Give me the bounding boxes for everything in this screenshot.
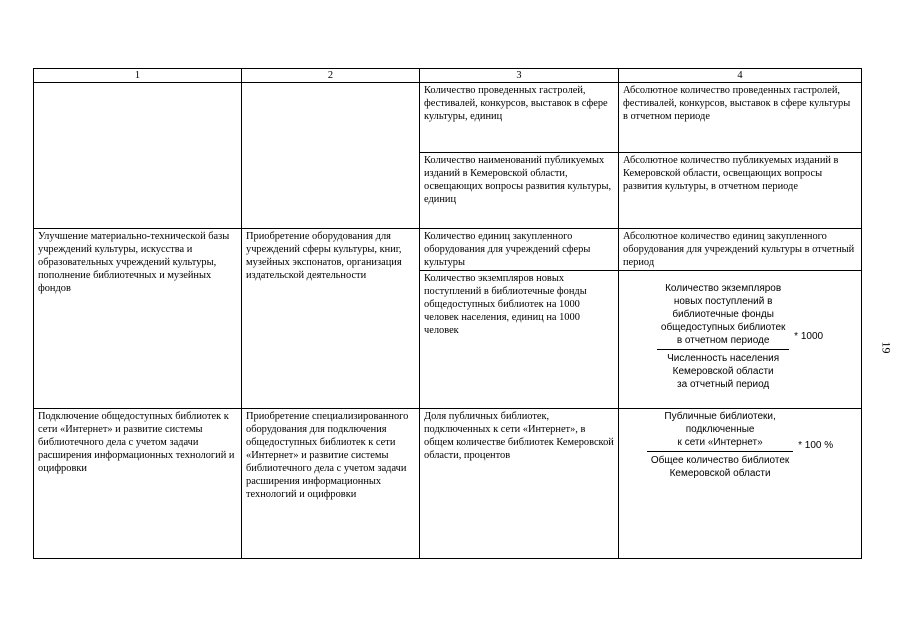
cell-indicator: Доля публичных библиотек, подключенных к сети «Интернет», в общем количестве библиотек Кемеровской области, процентов bbox=[420, 409, 619, 559]
table-row bbox=[34, 229, 862, 271]
denominator-line: Общее количество библиотек bbox=[650, 455, 790, 466]
header-row bbox=[34, 69, 862, 83]
cell-method: Абсолютное количество единиц закупленного оборудования для учреждений культуры в отчетный период bbox=[619, 229, 862, 271]
formula-internet-share bbox=[623, 410, 857, 480]
numerator-line: Количество экземпляров bbox=[665, 283, 782, 294]
denominator-line: Численность населения bbox=[667, 353, 780, 364]
cell-indicator: Количество экземпляров новых поступлений в библиотечные фонды общедоступных библиотек на 1000 человек населения, единиц на 1000 человек bbox=[420, 271, 619, 409]
column-header-3: 3 bbox=[420, 69, 619, 83]
cell-indicator: Количество проведенных гастролей, фестивалей, конкурсов, выставок в сфере культуры, единиц bbox=[420, 83, 619, 153]
cell-measure: Приобретение специализированного оборудования для подключения общедоступных библиотек к сети «Интернет» и развитие системы библиотечного дела с учетом задачи расширения информационных технологий и оцифровки bbox=[242, 409, 420, 559]
numerator-line: библиотечные фонды bbox=[672, 309, 774, 320]
column-header-4: 4 bbox=[619, 69, 862, 83]
cell-indicator: Количество единиц закупленного оборудования для учреждений сферы культуры bbox=[420, 229, 619, 271]
numerator-line: Публичные библиотеки, bbox=[664, 411, 776, 422]
fraction bbox=[647, 410, 793, 480]
cell-method: Абсолютное количество публикуемых изданий в Кемеровской области, освещающих вопросы развития культуры, в отчетном периоде bbox=[619, 153, 862, 229]
numerator-line: новых поступлений в bbox=[673, 296, 773, 307]
numerator-line: общедоступных библиотек bbox=[660, 322, 786, 333]
numerator-line: подключенные bbox=[685, 424, 755, 435]
cell-goal: Улучшение материально-технической базы учреждений культуры, искусства и образовательных учреждений культуры, пополнение библиотечных и музейных фондов bbox=[34, 229, 242, 409]
numerator-line: к сети «Интернет» bbox=[677, 437, 763, 448]
cell-formula bbox=[619, 271, 862, 409]
column-header-1: 1 bbox=[34, 69, 242, 83]
cell-method: Абсолютное количество проведенных гастролей, фестивалей, конкурсов, выставок в сфере культуры в отчетном периоде bbox=[619, 83, 862, 153]
fraction bbox=[657, 282, 790, 391]
denominator-line: Кемеровской области bbox=[669, 468, 771, 479]
column-header-2: 2 bbox=[242, 69, 420, 83]
cell-measure bbox=[242, 83, 420, 229]
cell-measure: Приобретение оборудования для учреждений сферы культуры, книг, музейных экспонатов, организация издательской деятельности bbox=[242, 229, 420, 409]
formula-denominator bbox=[647, 452, 793, 480]
table-row bbox=[34, 83, 862, 153]
formula-multiplier: * 1000 bbox=[794, 331, 824, 342]
formula-multiplier: * 100 % bbox=[798, 439, 834, 451]
numerator-line: в отчетном периоде bbox=[676, 335, 770, 346]
formula-numerator bbox=[657, 282, 790, 350]
cell-indicator: Количество наименований публикуемых изданий в Кемеровской области, освещающих вопросы развития культуры, единиц bbox=[420, 153, 619, 229]
denominator-line: Кемеровской области bbox=[672, 366, 774, 377]
cell-goal bbox=[34, 83, 242, 229]
page-number: 19 bbox=[879, 341, 894, 354]
table-row bbox=[34, 409, 862, 559]
cell-formula bbox=[619, 409, 862, 559]
formula-books-per-1000 bbox=[623, 272, 857, 391]
indicators-table bbox=[33, 68, 862, 559]
formula-numerator bbox=[647, 410, 793, 452]
cell-goal: Подключение общедоступных библиотек к сети «Интернет» и развитие системы библиотечного дела с учетом задачи расширения информационных технологий и оцифровки bbox=[34, 409, 242, 559]
formula-denominator bbox=[657, 350, 790, 391]
denominator-line: за отчетный период bbox=[677, 379, 770, 390]
